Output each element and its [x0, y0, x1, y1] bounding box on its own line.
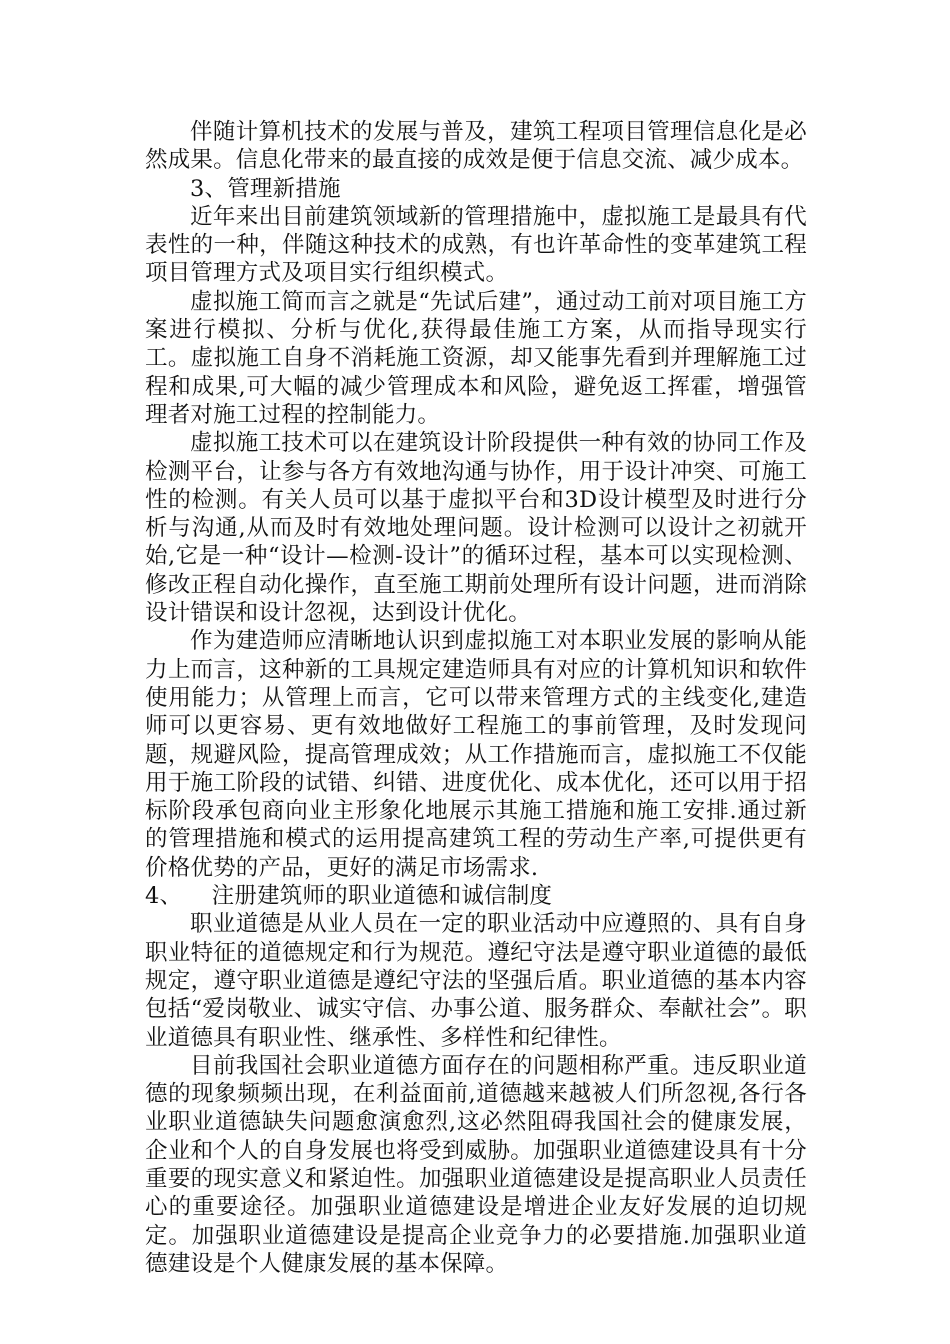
paragraph-informatization: 伴随计算机技术的发展与普及，建筑工程项目管理信息化是必然成果。信息化带来的最直接的成效是便于信息交流、减少成本。 [145, 119, 807, 174]
paragraph-ethics-problems: 目前我国社会职业道德方面存在的问题相称严重。违反职业道德的现象频频出现，在利益面前,道德越来越被人们所忽视,各行各业职业道德缺失问题愈演愈烈,这必然阻碍我国社会的健康发展，企业和个人的自身发展也将受到威胁。加强职业道德建设具有十分重要的现实意义和紧迫性。加强职业道德建设是提高职业人员责任心的重要途径。加强职业道德建设是增进企业友好发展的迫切规定。加强职业道德建设是提高企业竞争力的必要措施.加强职业道德建设是个人健康发展的基本保障。 [145, 1052, 807, 1277]
document-body [145, 118, 807, 1278]
paragraph-virtual-construction-intro: 近年来出目前建筑领域新的管理措施中，虚拟施工是最具有代表性的一种，伴随这种技术的成熟，有也许革命性的变革建筑工程项目管理方式及项目实行组织模式。 [145, 203, 807, 287]
section-heading-3: 3、管理新措施 [190, 175, 341, 202]
paragraph-professional-ethics: 职业道德是从业人员在一定的职业活动中应遵照的、具有自身职业特征的道德规定和行为规范。遵纪守法是遵守职业道德的最低规定，遵守职业道德是遵纪守法的坚强后盾。职业道德的基本内容包括“爱岗敬业、诚实守信、办事公道、服务群众、奉献社会”。职业道德具有职业性、继承性、多样性和纪律性。 [145, 911, 807, 1051]
paragraph-virtual-construction-definition: 虚拟施工简而言之就是“先试后建”，通过动工前对项目施工方案进行模拟、分析与优化,获得最佳施工方案，从而指导现实行工。虚拟施工自身不消耗施工资源，却又能事先看到并理解施工过程和成果,可大幅的减少管理成本和风险，避免返工挥霍，增强管理者对施工过程的控制能力。 [145, 288, 807, 428]
paragraph-constructor-impact: 作为建造师应清晰地认识到虚拟施工对本职业发展的影响从能力上而言，这种新的工具规定建造师具有对应的计算机知识和软件使用能力；从管理上而言，它可以带来管理方式的主线变化,建造师可以更容易、更有效地做好工程施工的事前管理，及时发现问题，规避风险，提高管理成效；从工作措施而言，虚拟施工不仅能用于施工阶段的试错、纠错、进度优化、成本优化，还可以用于招标阶段承包商向业主形象化地展示其施工措施和施工安排.通过新的管理措施和模式的运用提高建筑工程的劳动生产率,可提供更有价格优势的产品，更好的满足市场需求. [145, 628, 807, 881]
section-heading-4: 4、 注册建筑师的职业道德和诚信制度 [145, 883, 553, 910]
paragraph-virtual-construction-design: 虚拟施工技术可以在建筑设计阶段提供一种有效的协同工作及检测平台，让参与各方有效地沟通与协作，用于设计冲突、可施工性的检测。有关人员可以基于虚拟平台和3D设计模型及时进行分析与沟通,从而及时有效地处理问题。设计检测可以设计之初就开始,它是一种“设计—检测-设计”的循环过程，基本可以实现检测、修改正程自动化操作，直至施工期前处理所有设计问题，进而消除设计错误和设计忽视，达到设计优化。 [145, 430, 807, 627]
